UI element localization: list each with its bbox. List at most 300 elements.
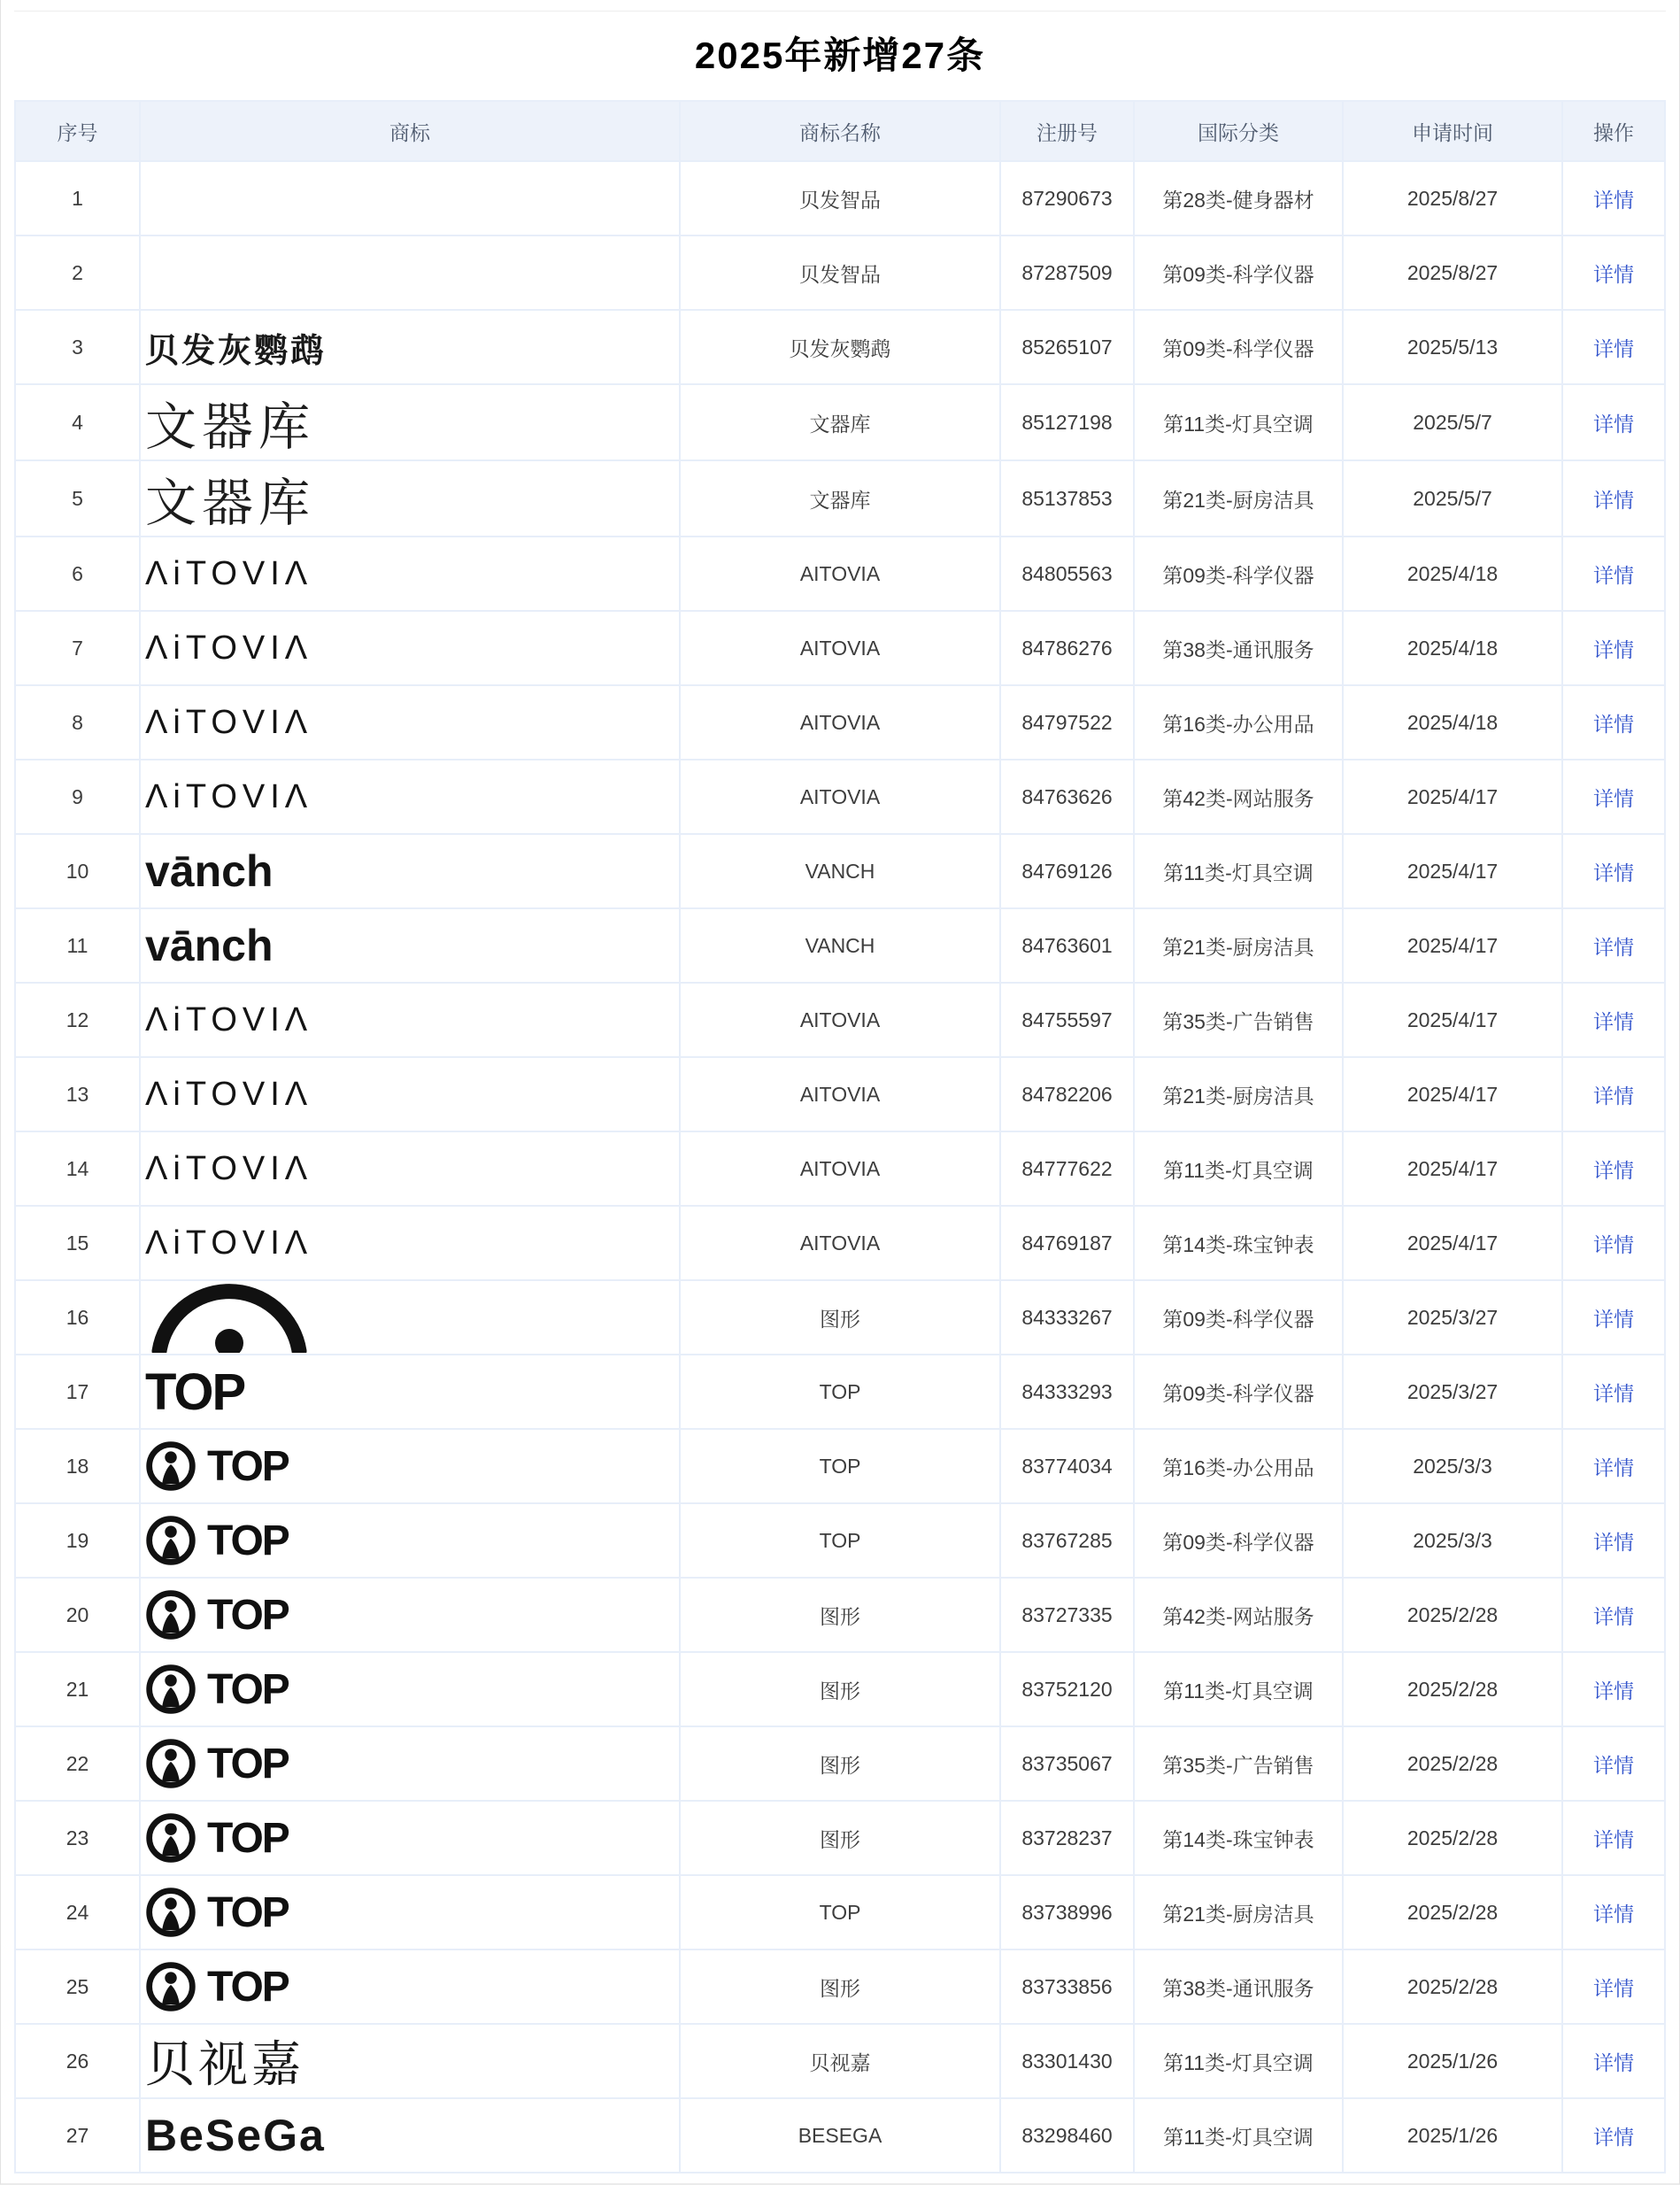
- registration-number: 83301430: [1021, 2049, 1113, 2073]
- apply-date-cell: [1344, 1504, 1561, 1577]
- trademark-name: 贝发灰鹦鹉: [789, 336, 891, 360]
- trademark-name: AITOVIA: [799, 636, 881, 660]
- trademark-logo: [145, 909, 679, 982]
- intl-class-cell: [1135, 1281, 1342, 1354]
- apply-date-cell: [1344, 385, 1561, 459]
- action-cell: [1563, 236, 1664, 309]
- intl-class-cell: [1135, 1504, 1342, 1577]
- detail-link[interactable]: 详情: [1593, 712, 1634, 736]
- apply-date-cell: [1344, 612, 1561, 684]
- intl-class-cell: [1135, 162, 1342, 235]
- trademark-name: 图形: [820, 1827, 860, 1851]
- action-cell: [1563, 835, 1664, 907]
- row-number-cell: [16, 1058, 139, 1131]
- apply-date-cell: [1344, 537, 1561, 610]
- intl-class: 第09类-科学仪器: [1162, 1381, 1314, 1405]
- detail-link[interactable]: 详情: [1593, 1009, 1634, 1033]
- registration-number: 83733856: [1021, 1974, 1113, 1998]
- detail-link[interactable]: 详情: [1593, 861, 1634, 884]
- table-row: [16, 162, 1664, 235]
- detail-link[interactable]: 详情: [1593, 1084, 1634, 1108]
- circle-person-icon: [145, 1738, 197, 1789]
- row-number: 27: [66, 2123, 89, 2147]
- intl-class-cell: [1135, 1950, 1342, 2023]
- detail-link[interactable]: 详情: [1593, 1679, 1634, 1702]
- registration-number: 84763601: [1021, 933, 1113, 957]
- trademark-name: AITOVIA: [799, 710, 881, 734]
- action-cell: [1563, 2025, 1664, 2097]
- row-number: 26: [66, 2049, 89, 2073]
- detail-link[interactable]: 详情: [1593, 1307, 1634, 1331]
- table-row: [16, 984, 1664, 1056]
- table-row: [16, 1653, 1664, 1726]
- row-number-cell: [16, 835, 139, 907]
- intl-class: 第11类-灯具空调: [1163, 2125, 1314, 2149]
- action-cell: [1563, 1802, 1664, 1874]
- action-cell: [1563, 1430, 1664, 1502]
- action-cell: [1563, 537, 1664, 610]
- registration-number: 84782206: [1021, 1082, 1113, 1106]
- registration-number: 83727335: [1021, 1602, 1113, 1626]
- registration-number-cell: [1001, 1132, 1133, 1205]
- apply-date-cell: [1344, 1876, 1561, 1949]
- apply-date-cell: [1344, 236, 1561, 309]
- registration-number: 83767285: [1021, 1528, 1113, 1552]
- registration-number: 84763626: [1021, 784, 1113, 808]
- action-cell: [1563, 1207, 1664, 1279]
- apply-date: 2025/4/18: [1406, 561, 1499, 585]
- detail-link[interactable]: 详情: [1593, 412, 1634, 436]
- intl-class: 第09类-科学仪器: [1162, 1307, 1314, 1331]
- table-row: [16, 1430, 1664, 1502]
- detail-link[interactable]: 详情: [1593, 1827, 1634, 1851]
- trademark-logo-text: 文器库: [145, 398, 316, 456]
- trademark-name: TOP: [819, 1454, 861, 1478]
- trademark-logo-cell: [141, 1058, 679, 1131]
- action-cell: [1563, 612, 1664, 684]
- registration-number-cell: [1001, 2025, 1133, 2097]
- intl-class: 第21类-厨房洁具: [1162, 935, 1314, 959]
- detail-link[interactable]: 详情: [1593, 786, 1634, 810]
- trademark-logo-text: TOP: [207, 1517, 289, 1564]
- registration-number: 84755597: [1021, 1008, 1113, 1031]
- trademark-name: 贝发智品: [799, 262, 881, 286]
- trademark-logo: [145, 1355, 679, 1428]
- detail-link[interactable]: 详情: [1593, 637, 1634, 661]
- row-number: 25: [66, 1974, 89, 1998]
- intl-class: 第11类-灯具空调: [1163, 2050, 1314, 2074]
- row-number: 8: [72, 710, 83, 734]
- detail-link[interactable]: 详情: [1593, 1976, 1634, 2000]
- registration-number-cell: [1001, 1430, 1133, 1502]
- registration-number-cell: [1001, 1281, 1133, 1354]
- circle-person-icon: [145, 1515, 197, 1566]
- apply-date-cell: [1344, 1281, 1561, 1354]
- intl-class-cell: [1135, 909, 1342, 982]
- trademark-logo-text: 贝视嘉: [145, 2036, 304, 2092]
- apply-date-cell: [1344, 1132, 1561, 1205]
- row-number-cell: [16, 1653, 139, 1726]
- apply-date: 2025/4/17: [1406, 1082, 1499, 1106]
- trademark-logo-text: TOP: [207, 1442, 289, 1490]
- row-number: 18: [66, 1454, 89, 1478]
- row-number-cell: [16, 1876, 139, 1949]
- trademark-logo: [145, 1802, 679, 1874]
- trademark-logo-text: vānch: [145, 846, 274, 896]
- row-number-cell: [16, 686, 139, 759]
- column-header-5: 国际分类: [1135, 102, 1342, 160]
- row-number: 23: [66, 1826, 89, 1849]
- trademark-name: VANCH: [805, 933, 875, 957]
- action-cell: [1563, 1950, 1664, 2023]
- trademark-logo-cell: [141, 2025, 679, 2097]
- trademark-logo-cell: [141, 612, 679, 684]
- apply-date: 2025/4/17: [1406, 859, 1499, 883]
- intl-class-cell: [1135, 2099, 1342, 2172]
- circle-person-icon: [145, 1961, 197, 2012]
- detail-link[interactable]: 详情: [1593, 188, 1634, 212]
- intl-class: 第09类-科学仪器: [1162, 336, 1314, 360]
- trademark-name-cell: [681, 1132, 999, 1205]
- trademark-name: 图形: [820, 1604, 860, 1628]
- intl-class: 第28类-健身器材: [1162, 188, 1314, 212]
- registration-number: 83728237: [1021, 1826, 1113, 1849]
- trademark-logo-cell: [141, 761, 679, 833]
- row-number-cell: [16, 1132, 139, 1205]
- intl-class-cell: [1135, 612, 1342, 684]
- apply-date: 2025/3/3: [1413, 1454, 1492, 1478]
- detail-link[interactable]: 详情: [1593, 1455, 1634, 1479]
- trademark-logo: [145, 162, 679, 235]
- intl-class-cell: [1135, 2025, 1342, 2097]
- table-row: [16, 1802, 1664, 1874]
- row-number: 1: [72, 186, 83, 210]
- table-row: [16, 461, 1664, 536]
- intl-class-cell: [1135, 537, 1342, 610]
- apply-date: 2025/5/13: [1406, 335, 1499, 359]
- table-row: [16, 311, 1664, 383]
- trademark-logo: [145, 537, 679, 610]
- action-cell: [1563, 385, 1664, 459]
- intl-class-cell: [1135, 1355, 1342, 1428]
- trademark-name-cell: [681, 1802, 999, 1874]
- trademark-logo-text: ΛiTOVIΛ: [145, 1075, 313, 1113]
- apply-date: 2025/4/17: [1406, 1231, 1499, 1255]
- trademark-logo: [145, 385, 679, 459]
- registration-number: 84769126: [1021, 859, 1113, 883]
- trademark-name: BESEGA: [798, 2123, 882, 2147]
- trademark-logo-cell: [141, 162, 679, 235]
- table-row: [16, 1579, 1664, 1651]
- apply-date-cell: [1344, 2099, 1561, 2172]
- circle-person-icon: [145, 1440, 197, 1492]
- trademark-name: AITOVIA: [799, 1231, 881, 1255]
- intl-class-cell: [1135, 686, 1342, 759]
- table-row: [16, 1950, 1664, 2023]
- apply-date: 2025/3/27: [1406, 1379, 1499, 1403]
- trademark-logo-text: TOP: [207, 1665, 289, 1713]
- apply-date-cell: [1344, 909, 1561, 982]
- registration-number-cell: [1001, 1207, 1133, 1279]
- detail-link[interactable]: 详情: [1593, 1902, 1634, 1926]
- detail-link[interactable]: 详情: [1593, 488, 1634, 512]
- detail-link[interactable]: 详情: [1593, 2125, 1634, 2149]
- registration-number: 84333267: [1021, 1305, 1113, 1329]
- registration-number: 83738996: [1021, 1900, 1113, 1924]
- apply-date-cell: [1344, 1802, 1561, 1874]
- table-row: [16, 1207, 1664, 1279]
- trademark-logo: [145, 1579, 679, 1651]
- apply-date: 2025/1/26: [1406, 2049, 1499, 2073]
- trademark-logo: [145, 311, 679, 383]
- registration-number: 84769187: [1021, 1231, 1113, 1255]
- row-number-cell: [16, 761, 139, 833]
- apply-date-cell: [1344, 1207, 1561, 1279]
- trademark-name: AITOVIA: [799, 1156, 881, 1180]
- intl-class: 第14类-珠宝钟表: [1162, 1232, 1314, 1256]
- trademark-name: 图形: [820, 1307, 860, 1331]
- table-row: [16, 761, 1664, 833]
- trademark-logo: [145, 835, 679, 907]
- intl-class: 第21类-厨房洁具: [1162, 1902, 1314, 1926]
- registration-number: 84786276: [1021, 636, 1113, 660]
- intl-class-cell: [1135, 385, 1342, 459]
- row-number: 15: [66, 1231, 89, 1255]
- trademark-logo-cell: [141, 909, 679, 982]
- intl-class: 第09类-科学仪器: [1162, 262, 1314, 286]
- registration-number-cell: [1001, 236, 1133, 309]
- table-row: [16, 1727, 1664, 1800]
- trademark-logo-text: ΛiTOVIΛ: [145, 703, 313, 741]
- intl-class-cell: [1135, 311, 1342, 383]
- trademark-logo-cell: [141, 311, 679, 383]
- trademark-name: 文器库: [809, 412, 871, 436]
- apply-date: 2025/2/28: [1406, 1602, 1499, 1626]
- registration-number-cell: [1001, 385, 1133, 459]
- detail-link[interactable]: 详情: [1593, 1158, 1634, 1182]
- trademark-table: [14, 100, 1666, 2173]
- registration-number: 84777622: [1021, 1156, 1113, 1180]
- action-cell: [1563, 1727, 1664, 1800]
- circle-person-icon: [145, 1664, 197, 1715]
- trademark-name-cell: [681, 1876, 999, 1949]
- intl-class: 第09类-科学仪器: [1162, 563, 1314, 587]
- detail-link[interactable]: 详情: [1593, 1381, 1634, 1405]
- registration-number-cell: [1001, 909, 1133, 982]
- action-cell: [1563, 1058, 1664, 1131]
- trademark-logo-cell: [141, 1579, 679, 1651]
- trademark-logo-text: TOP: [207, 1814, 289, 1862]
- action-cell: [1563, 1355, 1664, 1428]
- row-number: 5: [72, 486, 83, 510]
- table-row: [16, 385, 1664, 459]
- intl-class-cell: [1135, 1207, 1342, 1279]
- detail-link[interactable]: 详情: [1593, 1530, 1634, 1554]
- apply-date: 2025/4/17: [1406, 1008, 1499, 1031]
- trademark-name-cell: [681, 1504, 999, 1577]
- trademark-logo: [145, 2025, 679, 2097]
- row-number: 6: [72, 561, 83, 585]
- trademark-logo: [145, 2099, 679, 2172]
- apply-date-cell: [1344, 1058, 1561, 1131]
- apply-date: 2025/2/28: [1406, 1826, 1499, 1849]
- registration-number-cell: [1001, 1950, 1133, 2023]
- row-number: 16: [66, 1305, 89, 1329]
- apply-date-cell: [1344, 984, 1561, 1056]
- trademark-name-cell: [681, 984, 999, 1056]
- apply-date: 2025/4/17: [1406, 933, 1499, 957]
- intl-class: 第21类-厨房洁具: [1162, 1084, 1314, 1108]
- trademark-logo-cell: [141, 1653, 679, 1726]
- column-header-6: 申请时间: [1344, 102, 1561, 160]
- row-number-cell: [16, 1430, 139, 1502]
- trademark-logo: [145, 1876, 679, 1949]
- table-row: [16, 835, 1664, 907]
- intl-class: 第11类-灯具空调: [1163, 1679, 1314, 1702]
- trademark-name: 图形: [820, 1679, 860, 1702]
- action-cell: [1563, 461, 1664, 536]
- detail-link[interactable]: 详情: [1593, 262, 1634, 286]
- trademark-logo: [145, 461, 679, 536]
- trademark-logo-text: 贝发灰鹦鹉: [145, 332, 328, 370]
- apply-date-cell: [1344, 1950, 1561, 2023]
- intl-class-cell: [1135, 1653, 1342, 1726]
- table-row: [16, 537, 1664, 610]
- apply-date-cell: [1344, 162, 1561, 235]
- apply-date-cell: [1344, 311, 1561, 383]
- registration-number-cell: [1001, 1876, 1133, 1949]
- registration-number-cell: [1001, 1802, 1133, 1874]
- table-row: [16, 1876, 1664, 1949]
- intl-class-cell: [1135, 761, 1342, 833]
- trademark-name-cell: [681, 1653, 999, 1726]
- detail-link[interactable]: 详情: [1593, 1232, 1634, 1256]
- row-number: 24: [66, 1900, 89, 1924]
- row-number: 12: [66, 1008, 89, 1031]
- registration-number: 84805563: [1021, 561, 1113, 585]
- row-number: 22: [66, 1751, 89, 1775]
- intl-class: 第16类-办公用品: [1162, 1455, 1314, 1479]
- table-row: [16, 909, 1664, 982]
- trademark-logo-text: ΛiTOVIΛ: [145, 1000, 313, 1038]
- column-header-7: 操作: [1563, 102, 1664, 160]
- registration-number-cell: [1001, 1058, 1133, 1131]
- intl-class: 第42类-网站服务: [1162, 786, 1314, 810]
- trademark-logo-cell: [141, 1504, 679, 1577]
- trademark-logo-text: 文器库: [145, 475, 316, 532]
- detail-link[interactable]: 详情: [1593, 1604, 1634, 1628]
- trademark-name: TOP: [819, 1379, 861, 1403]
- trademark-logo-cell: [141, 1430, 679, 1502]
- trademark-logo-text: TOP: [207, 1963, 289, 2011]
- trademark-logo-cell: [141, 537, 679, 610]
- trademark-name-cell: [681, 686, 999, 759]
- registration-number: 87290673: [1021, 186, 1113, 210]
- trademark-name-cell: [681, 2099, 999, 2172]
- trademark-logo-cell: [141, 461, 679, 536]
- trademark-logo-cell: [141, 984, 679, 1056]
- row-number-cell: [16, 1579, 139, 1651]
- trademark-logo-text: vānch: [145, 921, 274, 970]
- detail-link[interactable]: 详情: [1593, 336, 1634, 360]
- registration-number-cell: [1001, 1579, 1133, 1651]
- apply-date-cell: [1344, 1579, 1561, 1651]
- apply-date: 2025/4/17: [1406, 784, 1499, 808]
- intl-class: 第38类-通讯服务: [1162, 1976, 1314, 2000]
- trademark-name-cell: [681, 1950, 999, 2023]
- apply-date-cell: [1344, 1653, 1561, 1726]
- action-cell: [1563, 1281, 1664, 1354]
- table-row: [16, 1504, 1664, 1577]
- row-number: 4: [72, 410, 83, 434]
- trademark-logo-cell: [141, 835, 679, 907]
- registration-number-cell: [1001, 835, 1133, 907]
- trademark-logo-text: TOP: [145, 1363, 245, 1421]
- table-row: [16, 2099, 1664, 2172]
- apply-date-cell: [1344, 761, 1561, 833]
- apply-date: 2025/4/18: [1406, 636, 1499, 660]
- apply-date: 2025/2/28: [1406, 1974, 1499, 1998]
- registration-number: 83298460: [1021, 2123, 1113, 2147]
- detail-link[interactable]: 详情: [1593, 935, 1634, 959]
- trademark-name: VANCH: [805, 859, 875, 883]
- trademark-name-cell: [681, 1207, 999, 1279]
- row-number: 9: [72, 784, 83, 808]
- trademark-logo: [145, 1207, 679, 1279]
- action-cell: [1563, 686, 1664, 759]
- trademark-logo-cell: [141, 1727, 679, 1800]
- row-number: 3: [72, 335, 83, 359]
- action-cell: [1563, 761, 1664, 833]
- table-row: [16, 1132, 1664, 1205]
- action-cell: [1563, 984, 1664, 1056]
- apply-date: 2025/8/27: [1406, 186, 1499, 210]
- detail-link[interactable]: 详情: [1593, 563, 1634, 587]
- row-number-cell: [16, 1504, 139, 1577]
- action-cell: [1563, 1876, 1664, 1949]
- trademark-logo-text: TOP: [207, 1591, 289, 1639]
- apply-date: 2025/2/28: [1406, 1751, 1499, 1775]
- trademark-name: 贝发智品: [799, 188, 881, 212]
- trademark-name: 图形: [820, 1753, 860, 1777]
- intl-class-cell: [1135, 1132, 1342, 1205]
- trademark-name: AITOVIA: [799, 1008, 881, 1031]
- row-number: 21: [66, 1677, 89, 1701]
- trademark-logo: [145, 1058, 679, 1131]
- row-number-cell: [16, 1281, 139, 1354]
- trademark-name: 文器库: [809, 488, 871, 512]
- apply-date: 2025/2/28: [1406, 1900, 1499, 1924]
- trademark-name-cell: [681, 311, 999, 383]
- row-number-cell: [16, 1802, 139, 1874]
- page-title: 2025年新增27条: [694, 35, 986, 76]
- detail-link[interactable]: 详情: [1593, 1753, 1634, 1777]
- row-number-cell: [16, 1950, 139, 2023]
- detail-link[interactable]: 详情: [1593, 2050, 1634, 2074]
- registration-number: 85137853: [1021, 486, 1113, 510]
- trademark-name-cell: [681, 761, 999, 833]
- intl-class-cell: [1135, 984, 1342, 1056]
- trademark-logo-text: ΛiTOVIΛ: [145, 554, 313, 592]
- registration-number: 83752120: [1021, 1677, 1113, 1701]
- trademark-name: 贝视嘉: [809, 2050, 871, 2074]
- row-number: 17: [66, 1379, 89, 1403]
- registration-number-cell: [1001, 686, 1133, 759]
- row-number: 2: [72, 260, 83, 284]
- apply-date-cell: [1344, 461, 1561, 536]
- trademark-name-cell: [681, 1355, 999, 1428]
- apply-date-cell: [1344, 2025, 1561, 2097]
